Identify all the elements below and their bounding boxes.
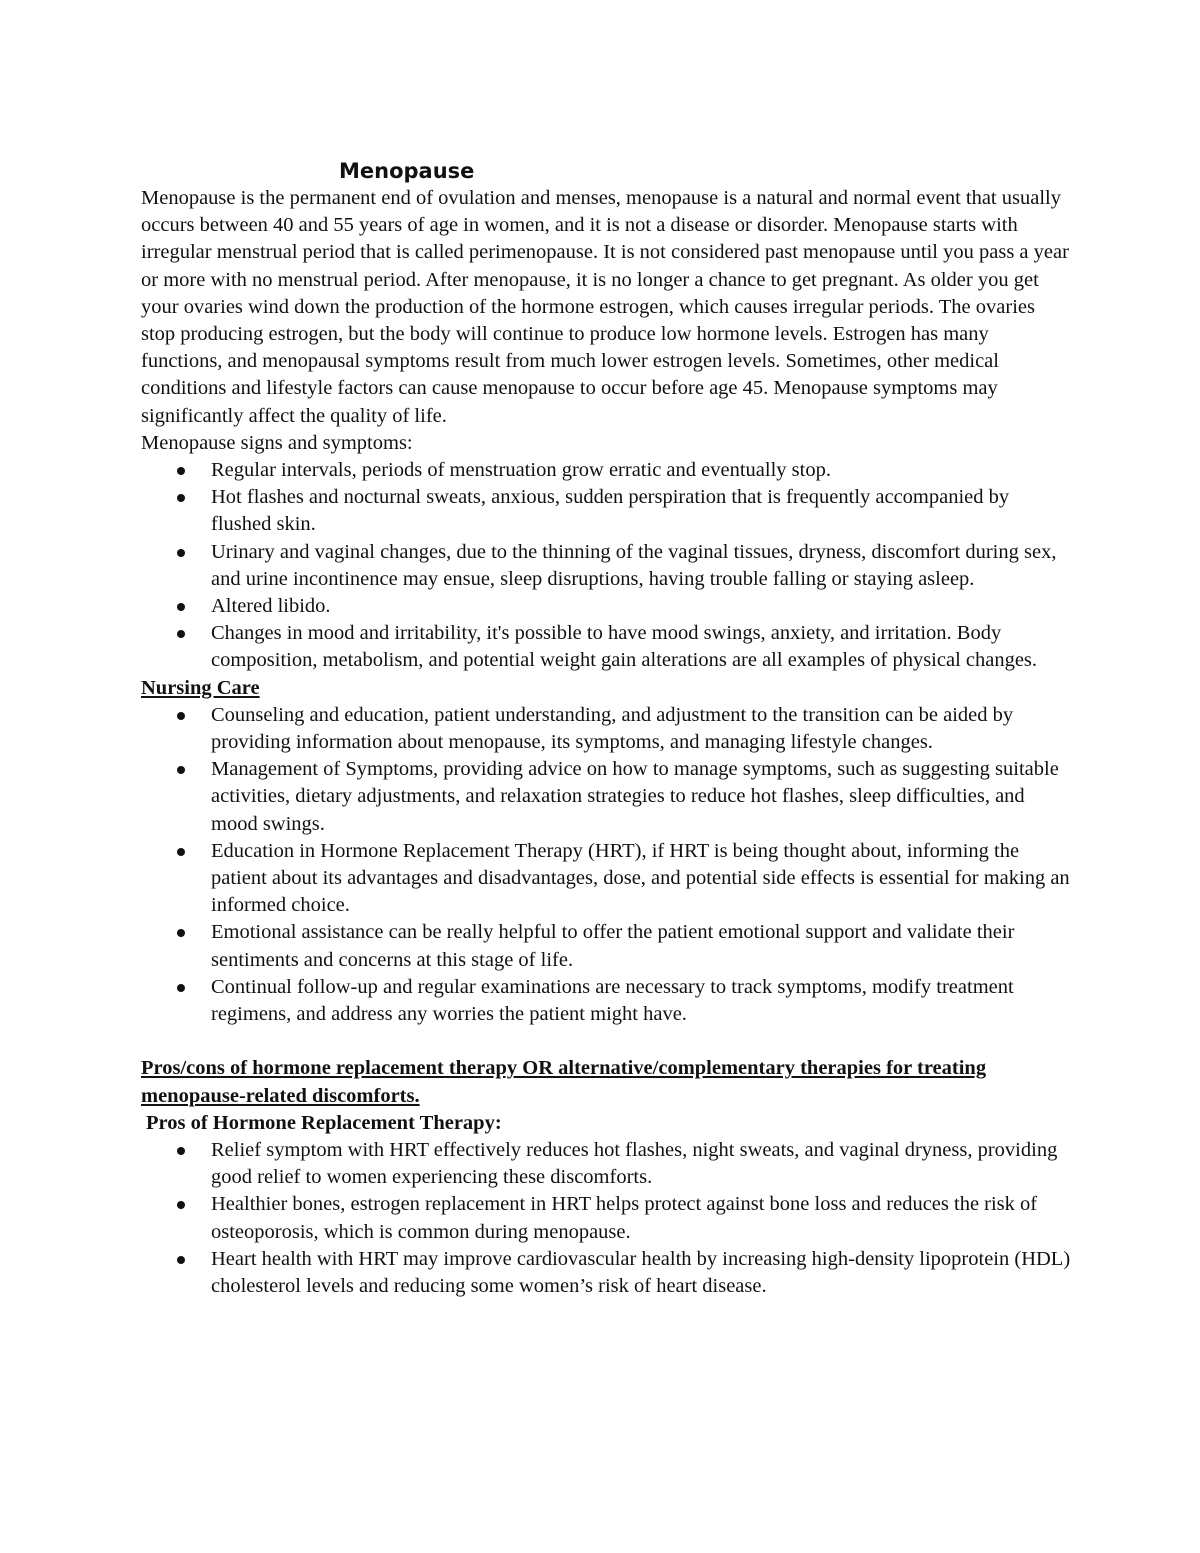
pros-hrt-heading: Pros of Hormone Replacement Therapy: bbox=[146, 1111, 502, 1134]
bullet-icon bbox=[177, 467, 185, 475]
signs-list bbox=[141, 457, 1071, 675]
bullet-icon bbox=[177, 929, 185, 937]
section-spacer bbox=[141, 1028, 1071, 1055]
bullet-icon bbox=[177, 1201, 185, 1209]
bullet-icon bbox=[177, 549, 185, 557]
signs-label: Menopause signs and symptoms: bbox=[141, 431, 413, 454]
nursing-care-list bbox=[141, 702, 1071, 1028]
list-item-text: Heart health with HRT may improve cardiovascular health by increasing high-density lipoprotein (HDL) cholesterol levels and reducing some women’s risk of heart disease. bbox=[211, 1247, 1071, 1297]
list-item bbox=[141, 702, 1071, 756]
list-item-text: Counseling and education, patient understanding, and adjustment to the transition can be aided by providing information about menopause, its symptoms, and managing lifestyle changes. bbox=[211, 703, 1014, 754]
list-item-text: Regular intervals, periods of menstruation grow erratic and eventually stop. bbox=[211, 459, 831, 482]
document-title: Menopause bbox=[339, 159, 475, 183]
list-item bbox=[141, 539, 1071, 593]
intro-paragraph: Menopause is the permanent end of ovulation and menses, menopause is a natural and normal event that usually occurs between 40 and 55 years of age in women, and it is not a disease or disorder. Menopause starts with irregular menstrual period that is called perimenopause. It is not considered past menopause until you pass a year or more with no menstrual period. After menopause, it is no longer a chance to get pregnant. As older you get your ovaries wind down the production of the hormone estrogen, which causes irregular periods. The ovaries stop producing estrogen, but the body will continue to produce low hormone levels. Estrogen has many functions, and menopausal symptoms result from much lower estrogen levels. Sometimes, other medical conditions and lifestyle factors can cause menopause to occur before age 45. Menopause symptoms may significantly affect the quality of life. bbox=[141, 187, 1069, 427]
list-item bbox=[141, 919, 1071, 973]
list-item bbox=[141, 838, 1071, 920]
list-item-text: Emotional assistance can be really helpful to offer the patient emotional support and validate their sentiments and concerns at this stage of life. bbox=[211, 921, 1015, 971]
list-item-text: Relief symptom with HRT effectively reduces hot flashes, night sweats, and vaginal dryness, providing good relief to women experiencing these discomforts. bbox=[211, 1138, 1058, 1189]
bullet-icon bbox=[177, 630, 185, 638]
list-item bbox=[141, 484, 1071, 538]
list-item bbox=[141, 593, 1071, 620]
list-item-text: Urinary and vaginal changes, due to the thinning of the vaginal tissues, dryness, discomfort during sex, and urine incontinence may ensue, sleep disruptions, having trouble falling or staying asleep. bbox=[211, 540, 1057, 590]
nursing-care-heading: Nursing Care bbox=[141, 676, 260, 699]
list-item bbox=[141, 1246, 1071, 1300]
bullet-icon bbox=[177, 848, 185, 856]
list-item-text: Healthier bones, estrogen replacement in HRT helps protect against bone loss and reduces the risk of osteoporosis, which is common during menopause. bbox=[211, 1193, 1038, 1243]
list-item bbox=[141, 457, 1071, 484]
list-item-text: Education in Hormone Replacement Therapy (HRT), if HRT is being thought about, informing the patient about its advantages and disadvantages, dose, and potential side effects is essential for making an informed choice. bbox=[211, 839, 1070, 917]
list-item bbox=[141, 974, 1071, 1028]
list-item bbox=[141, 1137, 1071, 1191]
bullet-icon bbox=[177, 712, 185, 720]
bullet-icon bbox=[177, 1256, 185, 1264]
bullet-icon bbox=[177, 766, 185, 774]
list-item-text: Continual follow-up and regular examinations are necessary to track symptoms, modify treatment regimens, and address any worries the patient might have. bbox=[211, 975, 1014, 1026]
list-item-text: Altered libido. bbox=[211, 595, 331, 618]
list-item-text: Management of Symptoms, providing advice on how to manage symptoms, such as suggesting suitable activities, dietary adjustments, and relaxation strategies to reduce hot flashes, sleep difficulties, and mood swings. bbox=[211, 758, 1059, 835]
list-item-text: Hot flashes and nocturnal sweats, anxious, sudden perspiration that is frequently accompanied by flushed skin. bbox=[211, 486, 1010, 536]
list-item bbox=[141, 756, 1071, 838]
bullet-icon bbox=[177, 1147, 185, 1155]
list-item bbox=[141, 1191, 1071, 1245]
document-page bbox=[141, 158, 1071, 1300]
bullet-icon bbox=[177, 603, 185, 611]
pros-hrt-list bbox=[141, 1137, 1071, 1300]
pros-cons-heading: Pros/cons of hormone replacement therapy OR alternative/complementary therapies for treating menopause-related discomforts. bbox=[141, 1057, 987, 1107]
list-item-text: Changes in mood and irritability, it's possible to have mood swings, anxiety, and irritation. Body composition, metabolism, and potential weight gain alterations are all examples of physical changes. bbox=[211, 622, 1038, 672]
bullet-icon bbox=[177, 984, 185, 992]
list-item bbox=[141, 620, 1071, 674]
bullet-icon bbox=[177, 494, 185, 502]
